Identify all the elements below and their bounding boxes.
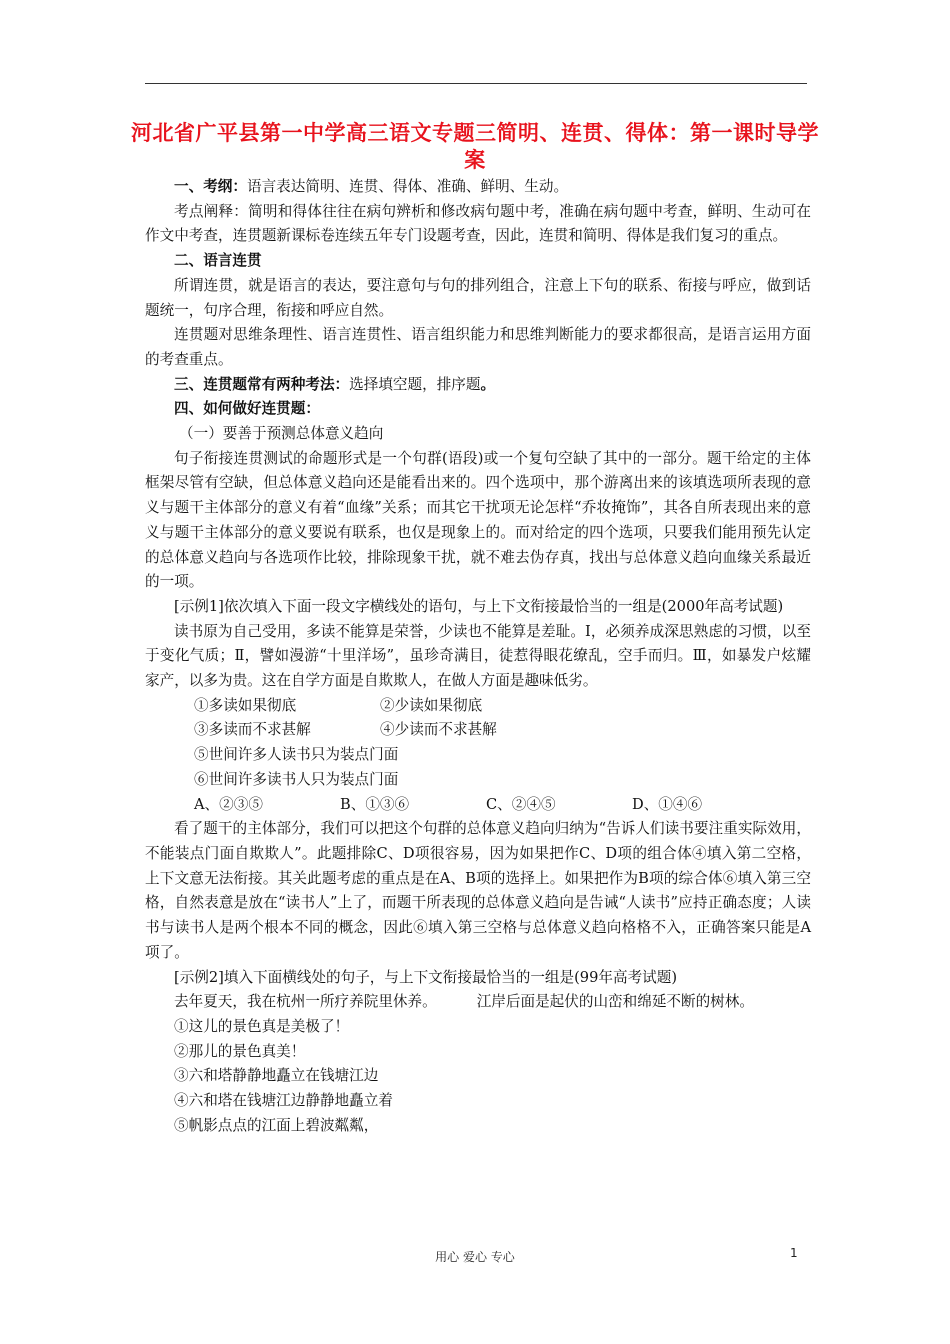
section-3 xyxy=(145,373,811,398)
page-title: 河北省广平县第一中学高三语文专题三简明、连贯、得体：第一课时导学案 xyxy=(131,121,819,172)
section-4-heading: 四、如何做好连贯题： xyxy=(174,400,320,418)
example-2-option: ①这儿的景色真是美极了！ xyxy=(174,1017,350,1035)
section-1-text: 语言表达简明、连贯、得体、准确、鲜明、生动。 xyxy=(246,178,569,195)
subsection-1-heading: （一）要善于预测总体意义趋向 xyxy=(179,425,384,443)
example-1-option: ⑥世间许多读书人只为装点门面 xyxy=(194,770,399,788)
answer-choice: B、①③⑥ xyxy=(340,795,410,813)
trend-paragraph: 句子衔接连贯测试的命题形式是一个句群(语段)或一个复句空缺了其中的一部分。题干给定的主体框架尽管有空缺，但总体意义趋向还是能看出来的。四个选项中，那个游离出来的该填选项所表现的意义与题干主体部分的意义有着“血缘”关系；而其它干扰项无论怎样“乔妆掩饰”，其各自所表现出来的意义与题干主体部分的意义要说有联系，也仅是现象上的。而对给定的四个选项，只要我们能用预先认定的总体意义趋向与各选项作比较，排除现象干扰，就不难去伪存真，找出与总体意义趋向血缘关系最近的一项。 xyxy=(145,449,811,591)
example-2-option: ④六和塔在钱塘江边静静地矗立着 xyxy=(174,1092,393,1110)
section-2-heading: 二、语言连贯 xyxy=(174,252,262,270)
example-1-prompt: [示例1]依次填入下面一段文字横线处的语句，与上下文衔接最恰当的一组是(2000年高考试题) xyxy=(174,597,784,615)
section-1-heading: 一、考纲： xyxy=(174,178,247,195)
answer-choice: D、①④⑥ xyxy=(632,795,703,813)
section-1 xyxy=(145,175,811,200)
page-number: 1 xyxy=(790,1246,798,1260)
example-1-options-row-1 xyxy=(145,694,811,719)
example-2-option: ②那儿的景色真美！ xyxy=(174,1042,306,1060)
document-body xyxy=(145,175,811,1138)
example-1-option: ④少读而不求甚解 xyxy=(380,721,497,739)
example-2-prompt: [示例2]填入下面横线处的句子，与上下文衔接最恰当的一组是(99年高考试题) xyxy=(174,968,678,986)
example-2-passage-b: 江岸后面是起伏的山峦和绵延不断的树林。 xyxy=(476,993,754,1011)
example-1-choices xyxy=(145,793,811,818)
section-3-text: 选择填空题，排序题 xyxy=(349,375,481,393)
section-3-heading: 三、连贯题常有两种考法： xyxy=(174,375,350,393)
example-2-passage xyxy=(145,990,811,1015)
header-rule xyxy=(145,83,807,84)
example-1-option: ①多读如果彻底 xyxy=(194,696,297,714)
example-2-option: ⑤帆影点点的江面上碧波粼粼， xyxy=(174,1116,379,1134)
example-1-analysis: 看了题干的主体部分，我们可以把这个句群的总体意义趋向归纳为“告诉人们读书要注重实际效用，不能装点门面自欺欺人”。此题排除C、D项很容易，因为如果把作C、D项的组合体④填入第二空格，上下文意无法衔接。其关此题考虑的重点是在A、B项的选择上。如果把作为B项的综合体⑥填入第三空格，自然表意是放在“读书人”上了，而题干所表现的总体意义趋向是告诫“人读书”应持正确态度；人读书与读书人是两个根本不同的概念，因此⑥填入第三空格与总体意义趋向格格不入，正确答案只能是A项了。 xyxy=(145,820,811,961)
example-2-passage-a: 去年夏天，我在杭州一所疗养院里休养。 xyxy=(174,993,437,1011)
definition-paragraph: 所谓连贯，就是语言的表达，要注意句与句的排列组合，注意上下句的联系、衔接与呼应，做到话题统一，句序合理，衔接和呼应自然。 xyxy=(145,276,811,319)
footer-motto: 用心 爱心 专心 xyxy=(435,1250,515,1264)
requirement-paragraph: 连贯题对思维条理性、语言连贯性、语言组织能力和思维判断能力的要求都很高，是语言运用方面的考查重点。 xyxy=(145,326,811,368)
example-1-passage: 读书原为自己受用，多读不能算是荣誉，少读也不能算是差耻。Ⅰ，必须养成深思熟虑的习惯，以至于变化气质；Ⅱ，譬如漫游“十里洋场”，虽珍奇满目，徒惹得眼花缭乱，空手而归。Ⅲ，如暴发户炫耀家产，以多为贵。这在自学方面是自欺欺人，在做人方面是趣味低劣。 xyxy=(145,622,811,690)
explain-paragraph: 考点阐释：简明和得体往往在病句辨析和修改病句题中考，准确在病句题中考查，鲜明、生动可在作文中考查，连贯题新课标卷连续五年专门设题考查，因此，连贯和简明、得体是我们复习的重点。 xyxy=(145,202,811,245)
answer-choice: A、②③⑤ xyxy=(194,795,263,813)
example-1-option: ②少读如果彻底 xyxy=(380,696,483,714)
example-1-option: ③多读而不求甚解 xyxy=(194,721,311,739)
section-3-end: 。 xyxy=(480,375,496,393)
example-1-option: ⑤世间许多人读书只为装点门面 xyxy=(194,746,399,764)
answer-choice: C、②④⑤ xyxy=(486,795,556,813)
example-1-options-row-2 xyxy=(145,718,811,743)
example-2-option: ③六和塔静静地矗立在钱塘江边 xyxy=(174,1067,379,1085)
